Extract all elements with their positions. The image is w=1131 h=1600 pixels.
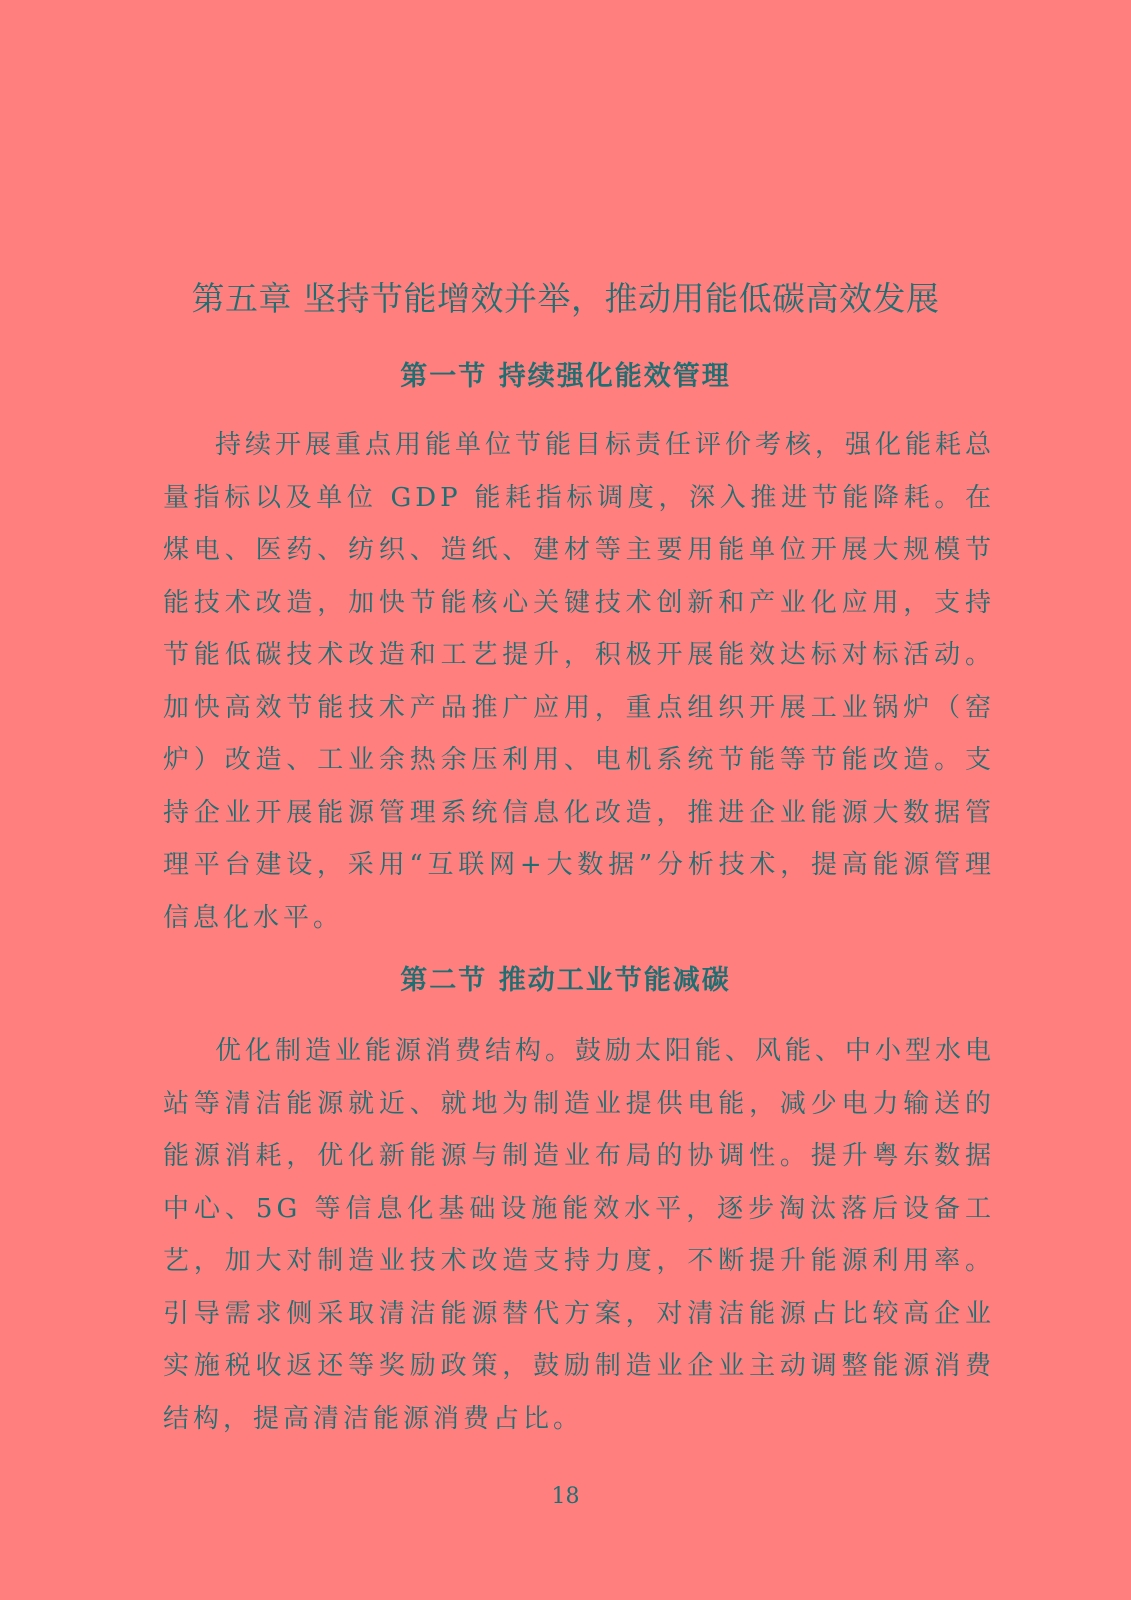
body-paragraph: 优化制造业能源消费结构。鼓励太阳能、风能、中小型水电站等清洁能源就近、就地为制造业提供电能，减少电力输送的能源消耗，优化新能源与制造业布局的协调性。提升粤东数据中心、5G 等信息化基础设施能效水平，逐步淘汰落后设备工艺，加大对制造业技术改造支持力度，不断提升能源利用率。引导需求侧采取清洁能源替代方案，对清洁能源占比较高企业实施税收返还等奖励政策，鼓励制造业企业主动调整能源消费结构，提高清洁能源消费占比。 <box>163 1036 996 1434</box>
chapter-title: 第五章 坚持节能增效并举，推动用能低碳高效发展 <box>191 279 940 318</box>
page-number: 18 <box>551 1484 580 1509</box>
section-heading: 第一节 持续强化能效管理 <box>400 361 731 392</box>
section-heading: 第二节 推动工业节能减碳 <box>400 965 731 996</box>
body-paragraph: 持续开展重点用能单位节能目标责任评价考核，强化能耗总量指标以及单位 GDP 能耗指标调度，深入推进节能降耗。在煤电、医药、纺织、造纸、建材等主要用能单位开展大规模节能技术改造，加快节能核心关键技术创新和产业化应用，支持节能低碳技术改造和工艺提升，积极开展能效达标对标活动。加快高效节能技术产品推广应用，重点组织开展工业锅炉（窑炉）改造、工业余热余压利用、电机系统节能等节能改造。支持企业开展能源管理系统信息化改造，推进企业能源大数据管理平台建设，采用“互联网+大数据”分析技术，提高能源管理信息化水平。 <box>163 430 996 933</box>
